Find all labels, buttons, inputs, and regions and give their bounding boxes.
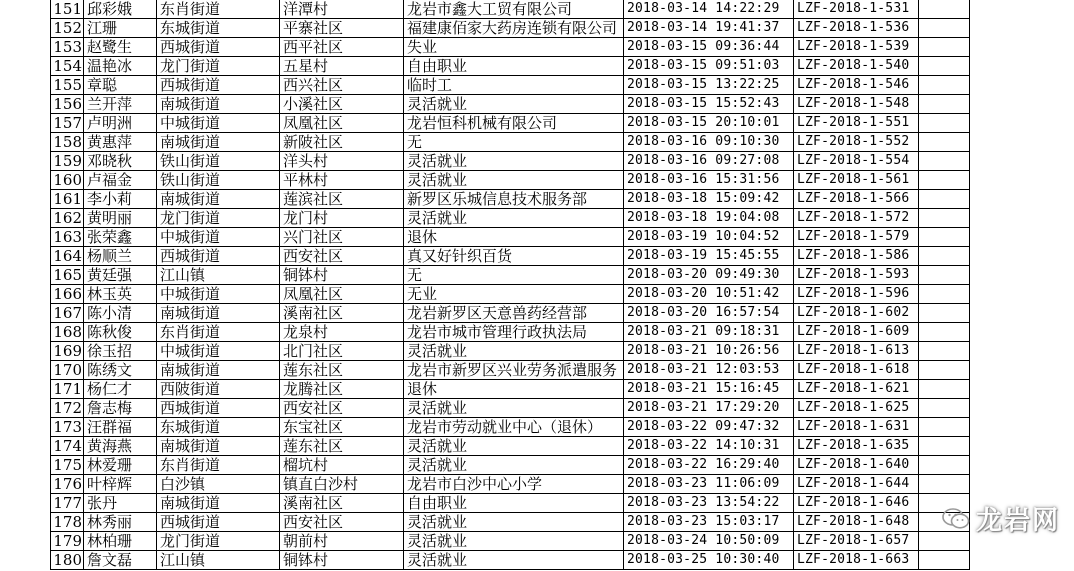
cell-community: 北门社区 — [280, 342, 404, 361]
cell-community: 榴坑村 — [280, 456, 404, 475]
cell-row-number: 163 — [51, 228, 84, 247]
cell-code: LZF-2018-1-586 — [794, 247, 919, 266]
table-row — [51, 437, 970, 456]
cell-datetime: 2018-03-23 15:03:17 — [624, 513, 794, 532]
cell-street: 中城街道 — [157, 228, 280, 247]
table-row — [51, 152, 970, 171]
cell-community: 溪南社区 — [280, 304, 404, 323]
cell-name: 邱彩娥 — [84, 0, 157, 19]
cell-empty — [919, 551, 970, 570]
cell-code: LZF-2018-1-602 — [794, 304, 919, 323]
cell-street: 东肖街道 — [157, 456, 280, 475]
cell-code: LZF-2018-1-648 — [794, 513, 919, 532]
cell-unit: 灵活就业 — [404, 437, 624, 456]
cell-datetime: 2018-03-14 14:22:29 — [624, 0, 794, 19]
table-body — [51, 0, 970, 570]
table-row — [51, 285, 970, 304]
cell-datetime: 2018-03-21 12:03:53 — [624, 361, 794, 380]
registration-table — [50, 0, 970, 570]
table-row — [51, 266, 970, 285]
cell-name: 林柏珊 — [84, 532, 157, 551]
cell-row-number: 175 — [51, 456, 84, 475]
cell-row-number: 162 — [51, 209, 84, 228]
cell-street: 南城街道 — [157, 133, 280, 152]
cell-code: LZF-2018-1-613 — [794, 342, 919, 361]
table-row — [51, 475, 970, 494]
table-row — [51, 76, 970, 95]
cell-row-number: 158 — [51, 133, 84, 152]
table-row — [51, 114, 970, 133]
cell-empty — [919, 114, 970, 133]
cell-code: LZF-2018-1-539 — [794, 38, 919, 57]
cell-datetime: 2018-03-22 16:29:40 — [624, 456, 794, 475]
cell-unit: 真又好针织百货 — [404, 247, 624, 266]
cell-community: 凤凰社区 — [280, 114, 404, 133]
cell-street: 西城街道 — [157, 38, 280, 57]
table-row — [51, 551, 970, 570]
cell-row-number: 174 — [51, 437, 84, 456]
cell-row-number: 167 — [51, 304, 84, 323]
cell-street: 西城街道 — [157, 76, 280, 95]
cell-street: 龙门街道 — [157, 532, 280, 551]
cell-community: 洋头村 — [280, 152, 404, 171]
table-row — [51, 494, 970, 513]
cell-empty — [919, 418, 970, 437]
cell-street: 江山镇 — [157, 551, 280, 570]
cell-empty — [919, 19, 970, 38]
cell-community: 平寨社区 — [280, 19, 404, 38]
table-row — [51, 38, 970, 57]
cell-community: 铜钵村 — [280, 266, 404, 285]
cell-datetime: 2018-03-21 09:18:31 — [624, 323, 794, 342]
cell-name: 詹志梅 — [84, 399, 157, 418]
cell-unit: 灵活就业 — [404, 456, 624, 475]
cell-unit: 龙岩新罗区天意兽药经营部 — [404, 304, 624, 323]
cell-community: 五星村 — [280, 57, 404, 76]
cell-datetime: 2018-03-14 19:41:37 — [624, 19, 794, 38]
cell-name: 陈秋俊 — [84, 323, 157, 342]
cell-code: LZF-2018-1-609 — [794, 323, 919, 342]
cell-unit: 龙岩市城市管理行政执法局 — [404, 323, 624, 342]
cell-street: 铁山街道 — [157, 152, 280, 171]
cell-unit: 龙岩市劳动就业中心（退休） — [404, 418, 624, 437]
cell-community: 龙腾社区 — [280, 380, 404, 399]
table-row — [51, 513, 970, 532]
cell-community: 兴门社区 — [280, 228, 404, 247]
cell-community: 西安社区 — [280, 513, 404, 532]
cell-row-number: 173 — [51, 418, 84, 437]
cell-code: LZF-2018-1-548 — [794, 95, 919, 114]
cell-datetime: 2018-03-16 15:31:56 — [624, 171, 794, 190]
cell-unit: 灵活就业 — [404, 95, 624, 114]
wechat-icon — [942, 508, 970, 530]
cell-datetime: 2018-03-21 10:26:56 — [624, 342, 794, 361]
cell-datetime: 2018-03-20 10:51:42 — [624, 285, 794, 304]
cell-name: 林爱珊 — [84, 456, 157, 475]
cell-row-number: 180 — [51, 551, 84, 570]
cell-datetime: 2018-03-18 15:09:42 — [624, 190, 794, 209]
cell-empty — [919, 95, 970, 114]
cell-community: 铜钵村 — [280, 551, 404, 570]
table-row — [51, 133, 970, 152]
cell-empty — [919, 76, 970, 95]
cell-empty — [919, 57, 970, 76]
cell-datetime: 2018-03-22 09:47:32 — [624, 418, 794, 437]
cell-street: 南城街道 — [157, 494, 280, 513]
cell-unit: 退休 — [404, 380, 624, 399]
cell-empty — [919, 304, 970, 323]
cell-empty — [919, 38, 970, 57]
table-row — [51, 95, 970, 114]
cell-street: 东城街道 — [157, 19, 280, 38]
cell-code: LZF-2018-1-618 — [794, 361, 919, 380]
cell-street: 西陂街道 — [157, 380, 280, 399]
cell-empty — [919, 247, 970, 266]
cell-community: 西平社区 — [280, 38, 404, 57]
cell-empty — [919, 190, 970, 209]
cell-community: 溪南社区 — [280, 494, 404, 513]
cell-community: 莲滨社区 — [280, 190, 404, 209]
cell-datetime: 2018-03-18 19:04:08 — [624, 209, 794, 228]
cell-community: 洋潭村 — [280, 0, 404, 19]
cell-datetime: 2018-03-23 11:06:09 — [624, 475, 794, 494]
cell-name: 杨顺兰 — [84, 247, 157, 266]
cell-row-number: 157 — [51, 114, 84, 133]
cell-street: 龙门街道 — [157, 57, 280, 76]
cell-empty — [919, 0, 970, 19]
cell-code: LZF-2018-1-566 — [794, 190, 919, 209]
cell-unit: 无 — [404, 266, 624, 285]
cell-row-number: 152 — [51, 19, 84, 38]
cell-empty — [919, 171, 970, 190]
cell-community: 莲东社区 — [280, 361, 404, 380]
table-row — [51, 399, 970, 418]
cell-empty — [919, 323, 970, 342]
cell-community: 东宝社区 — [280, 418, 404, 437]
cell-datetime: 2018-03-22 14:10:31 — [624, 437, 794, 456]
cell-datetime: 2018-03-19 10:04:52 — [624, 228, 794, 247]
cell-empty — [919, 475, 970, 494]
cell-datetime: 2018-03-15 09:51:03 — [624, 57, 794, 76]
cell-community: 凤凰社区 — [280, 285, 404, 304]
cell-street: 西城街道 — [157, 247, 280, 266]
cell-datetime: 2018-03-21 15:16:45 — [624, 380, 794, 399]
cell-street: 西城街道 — [157, 513, 280, 532]
cell-street: 南城街道 — [157, 190, 280, 209]
cell-unit: 龙岩市新罗区兴业劳务派遣服务 — [404, 361, 624, 380]
cell-code: LZF-2018-1-625 — [794, 399, 919, 418]
cell-code: LZF-2018-1-646 — [794, 494, 919, 513]
cell-street: 南城街道 — [157, 437, 280, 456]
cell-row-number: 178 — [51, 513, 84, 532]
cell-community: 朝前村 — [280, 532, 404, 551]
cell-datetime: 2018-03-15 15:52:43 — [624, 95, 794, 114]
cell-name: 黄海燕 — [84, 437, 157, 456]
cell-community: 新陂社区 — [280, 133, 404, 152]
cell-unit: 失业 — [404, 38, 624, 57]
watermark-text: 龙岩网 — [975, 506, 1060, 536]
cell-street: 白沙镇 — [157, 475, 280, 494]
cell-empty — [919, 399, 970, 418]
cell-unit: 无 — [404, 133, 624, 152]
cell-row-number: 164 — [51, 247, 84, 266]
cell-unit: 龙岩市鑫大工贸有限公司 — [404, 0, 624, 19]
cell-empty — [919, 209, 970, 228]
cell-unit: 临时工 — [404, 76, 624, 95]
cell-datetime: 2018-03-23 13:54:22 — [624, 494, 794, 513]
cell-community: 龙泉村 — [280, 323, 404, 342]
cell-row-number: 155 — [51, 76, 84, 95]
cell-name: 陈绣文 — [84, 361, 157, 380]
cell-code: LZF-2018-1-540 — [794, 57, 919, 76]
cell-street: 江山镇 — [157, 266, 280, 285]
table-row — [51, 532, 970, 551]
cell-code: LZF-2018-1-572 — [794, 209, 919, 228]
table-row — [51, 342, 970, 361]
cell-row-number: 176 — [51, 475, 84, 494]
cell-name: 江珊 — [84, 19, 157, 38]
cell-code: LZF-2018-1-621 — [794, 380, 919, 399]
cell-empty — [919, 361, 970, 380]
watermark — [942, 500, 1060, 537]
cell-unit: 自由职业 — [404, 57, 624, 76]
cell-row-number: 170 — [51, 361, 84, 380]
cell-row-number: 171 — [51, 380, 84, 399]
cell-name: 黄惠萍 — [84, 133, 157, 152]
cell-unit: 灵活就业 — [404, 152, 624, 171]
table-row — [51, 304, 970, 323]
cell-empty — [919, 437, 970, 456]
cell-datetime: 2018-03-20 16:57:54 — [624, 304, 794, 323]
cell-code: LZF-2018-1-554 — [794, 152, 919, 171]
cell-name: 张丹 — [84, 494, 157, 513]
cell-street: 南城街道 — [157, 304, 280, 323]
cell-street: 南城街道 — [157, 95, 280, 114]
table-row — [51, 456, 970, 475]
cell-street: 西城街道 — [157, 399, 280, 418]
cell-community: 西兴社区 — [280, 76, 404, 95]
cell-row-number: 151 — [51, 0, 84, 19]
cell-street: 中城街道 — [157, 342, 280, 361]
cell-row-number: 160 — [51, 171, 84, 190]
cell-code: LZF-2018-1-663 — [794, 551, 919, 570]
table-row — [51, 361, 970, 380]
cell-name: 杨仁才 — [84, 380, 157, 399]
table-row — [51, 190, 970, 209]
cell-empty — [919, 228, 970, 247]
cell-row-number: 169 — [51, 342, 84, 361]
cell-name: 林秀丽 — [84, 513, 157, 532]
cell-empty — [919, 342, 970, 361]
cell-name: 兰开萍 — [84, 95, 157, 114]
cell-street: 铁山街道 — [157, 171, 280, 190]
table-row — [51, 380, 970, 399]
cell-row-number: 154 — [51, 57, 84, 76]
cell-code: LZF-2018-1-644 — [794, 475, 919, 494]
cell-street: 东城街道 — [157, 418, 280, 437]
cell-datetime: 2018-03-21 17:29:20 — [624, 399, 794, 418]
cell-name: 黄廷强 — [84, 266, 157, 285]
cell-datetime: 2018-03-15 20:10:01 — [624, 114, 794, 133]
cell-community: 镇直白沙村 — [280, 475, 404, 494]
table-row — [51, 418, 970, 437]
cell-code: LZF-2018-1-552 — [794, 133, 919, 152]
cell-code: LZF-2018-1-561 — [794, 171, 919, 190]
cell-name: 张荣鑫 — [84, 228, 157, 247]
cell-code: LZF-2018-1-593 — [794, 266, 919, 285]
cell-street: 东肖街道 — [157, 0, 280, 19]
cell-name: 黄明丽 — [84, 209, 157, 228]
cell-name: 温艳冰 — [84, 57, 157, 76]
cell-name: 李小莉 — [84, 190, 157, 209]
cell-row-number: 161 — [51, 190, 84, 209]
cell-name: 林玉英 — [84, 285, 157, 304]
cell-row-number: 156 — [51, 95, 84, 114]
cell-datetime: 2018-03-25 10:30:40 — [624, 551, 794, 570]
cell-row-number: 168 — [51, 323, 84, 342]
cell-code: LZF-2018-1-536 — [794, 19, 919, 38]
cell-code: LZF-2018-1-640 — [794, 456, 919, 475]
cell-code: LZF-2018-1-631 — [794, 418, 919, 437]
cell-code: LZF-2018-1-596 — [794, 285, 919, 304]
cell-datetime: 2018-03-16 09:10:30 — [624, 133, 794, 152]
cell-name: 卢明洲 — [84, 114, 157, 133]
cell-datetime: 2018-03-16 09:27:08 — [624, 152, 794, 171]
cell-name: 章聪 — [84, 76, 157, 95]
cell-unit: 新罗区乐城信息技术服务部 — [404, 190, 624, 209]
cell-name: 赵鹭生 — [84, 38, 157, 57]
cell-community: 平林村 — [280, 171, 404, 190]
cell-community: 西安社区 — [280, 247, 404, 266]
cell-datetime: 2018-03-24 10:50:09 — [624, 532, 794, 551]
cell-datetime: 2018-03-20 09:49:30 — [624, 266, 794, 285]
cell-name: 卢福金 — [84, 171, 157, 190]
cell-unit: 灵活就业 — [404, 551, 624, 570]
cell-street: 龙门街道 — [157, 209, 280, 228]
cell-unit: 自由职业 — [404, 494, 624, 513]
table-row — [51, 209, 970, 228]
cell-name: 汪群福 — [84, 418, 157, 437]
cell-name: 詹文磊 — [84, 551, 157, 570]
cell-row-number: 177 — [51, 494, 84, 513]
cell-datetime: 2018-03-15 13:22:25 — [624, 76, 794, 95]
cell-code: LZF-2018-1-635 — [794, 437, 919, 456]
cell-code: LZF-2018-1-551 — [794, 114, 919, 133]
cell-empty — [919, 285, 970, 304]
cell-unit: 灵活就业 — [404, 342, 624, 361]
cell-name: 陈小清 — [84, 304, 157, 323]
cell-empty — [919, 266, 970, 285]
cell-name: 叶梓辉 — [84, 475, 157, 494]
cell-street: 东肖街道 — [157, 323, 280, 342]
cell-community: 龙门村 — [280, 209, 404, 228]
cell-community: 西安社区 — [280, 399, 404, 418]
cell-street: 中城街道 — [157, 114, 280, 133]
cell-datetime: 2018-03-15 09:36:44 — [624, 38, 794, 57]
cell-row-number: 166 — [51, 285, 84, 304]
cell-code: LZF-2018-1-657 — [794, 532, 919, 551]
cell-row-number: 165 — [51, 266, 84, 285]
cell-unit: 灵活就业 — [404, 513, 624, 532]
cell-empty — [919, 133, 970, 152]
cell-unit: 灵活就业 — [404, 399, 624, 418]
cell-empty — [919, 152, 970, 171]
cell-unit: 灵活就业 — [404, 532, 624, 551]
table-row — [51, 228, 970, 247]
table-row — [51, 247, 970, 266]
cell-street: 中城街道 — [157, 285, 280, 304]
cell-street: 南城街道 — [157, 361, 280, 380]
cell-unit: 龙岩恒科机械有限公司 — [404, 114, 624, 133]
cell-code: LZF-2018-1-546 — [794, 76, 919, 95]
cell-empty — [919, 380, 970, 399]
cell-row-number: 172 — [51, 399, 84, 418]
cell-datetime: 2018-03-19 15:45:55 — [624, 247, 794, 266]
table-row — [51, 19, 970, 38]
cell-empty — [919, 456, 970, 475]
table-row — [51, 57, 970, 76]
cell-unit: 龙岩市白沙中心小学 — [404, 475, 624, 494]
cell-unit: 灵活就业 — [404, 209, 624, 228]
cell-unit: 福建康佰家大药房连锁有限公司 — [404, 19, 624, 38]
cell-unit: 灵活就业 — [404, 171, 624, 190]
table-row — [51, 0, 970, 19]
table-row — [51, 323, 970, 342]
cell-community: 小溪社区 — [280, 95, 404, 114]
cell-row-number: 153 — [51, 38, 84, 57]
cell-code: LZF-2018-1-531 — [794, 0, 919, 19]
cell-row-number: 159 — [51, 152, 84, 171]
cell-row-number: 179 — [51, 532, 84, 551]
cell-community: 莲东社区 — [280, 437, 404, 456]
cell-code: LZF-2018-1-579 — [794, 228, 919, 247]
table-row — [51, 171, 970, 190]
cell-name: 徐玉招 — [84, 342, 157, 361]
cell-unit: 无业 — [404, 285, 624, 304]
cell-name: 邓晓秋 — [84, 152, 157, 171]
cell-unit: 退休 — [404, 228, 624, 247]
